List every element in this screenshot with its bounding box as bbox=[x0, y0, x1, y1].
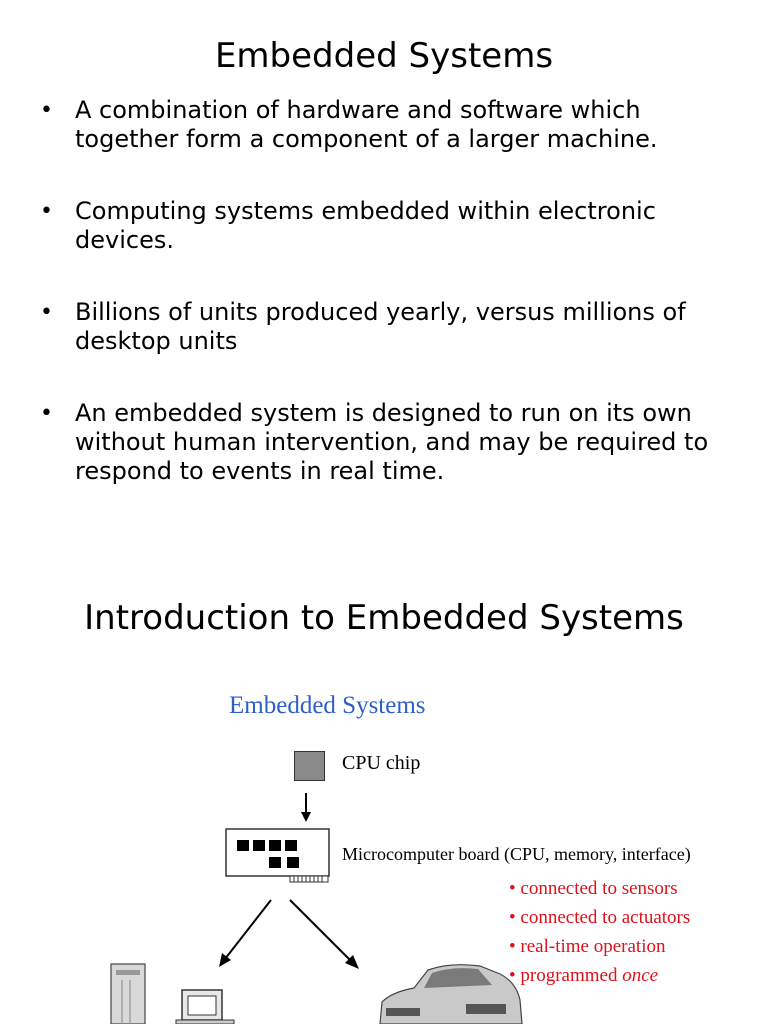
feature-item: • connected to actuators bbox=[509, 907, 691, 928]
slide-title: Embedded Systems bbox=[214, 36, 554, 76]
feature-item: • real-time operation bbox=[509, 936, 666, 957]
board-label: Microcomputer board (CPU, memory, interface) bbox=[342, 844, 691, 864]
bullet-dot-icon: • bbox=[40, 98, 53, 123]
bullet-dot-icon: • bbox=[40, 300, 53, 325]
server-tower-icon bbox=[111, 964, 145, 1024]
desktop-computer-icon bbox=[176, 990, 234, 1024]
feature-item: • connected to sensors bbox=[509, 878, 678, 899]
feature-text: programmed bbox=[520, 965, 623, 986]
feature-text: connected to sensors bbox=[520, 878, 678, 899]
bullet-line: devices. bbox=[75, 226, 174, 254]
microcomputer-board-icon bbox=[226, 829, 329, 882]
feature-text: real-time operation bbox=[520, 936, 666, 957]
slide-title: Introduction to Embedded Systems bbox=[84, 598, 684, 638]
arrow-down-icon bbox=[301, 793, 311, 822]
bullet-line: desktop units bbox=[75, 327, 238, 355]
bullet-line: Computing systems embedded within electronic bbox=[75, 197, 656, 225]
bullet-dot-icon: • bbox=[40, 401, 53, 426]
bullet-line: respond to events in real time. bbox=[75, 457, 445, 485]
bullet-line: Billions of units produced yearly, versus millions of bbox=[75, 298, 686, 326]
cpu-chip-label: CPU chip bbox=[342, 752, 421, 774]
feature-item: • programmed once bbox=[509, 965, 659, 986]
feature-text: connected to actuators bbox=[520, 907, 691, 928]
car-icon bbox=[380, 965, 522, 1024]
feature-emphasis: once bbox=[622, 965, 659, 986]
bullet-line: A combination of hardware and software which bbox=[75, 96, 641, 124]
figure-heading: Embedded Systems bbox=[229, 692, 426, 719]
arrow-right-diagonal-icon bbox=[290, 900, 359, 969]
arrow-left-diagonal-icon bbox=[219, 900, 271, 967]
bullet-dot-icon: • bbox=[40, 199, 53, 224]
bullet-line: An embedded system is designed to run on its own bbox=[75, 399, 692, 427]
feature-list bbox=[509, 874, 690, 990]
bullet-line: together form a component of a larger machine. bbox=[75, 125, 658, 153]
bullet-line: without human intervention, and may be required to bbox=[75, 428, 709, 456]
